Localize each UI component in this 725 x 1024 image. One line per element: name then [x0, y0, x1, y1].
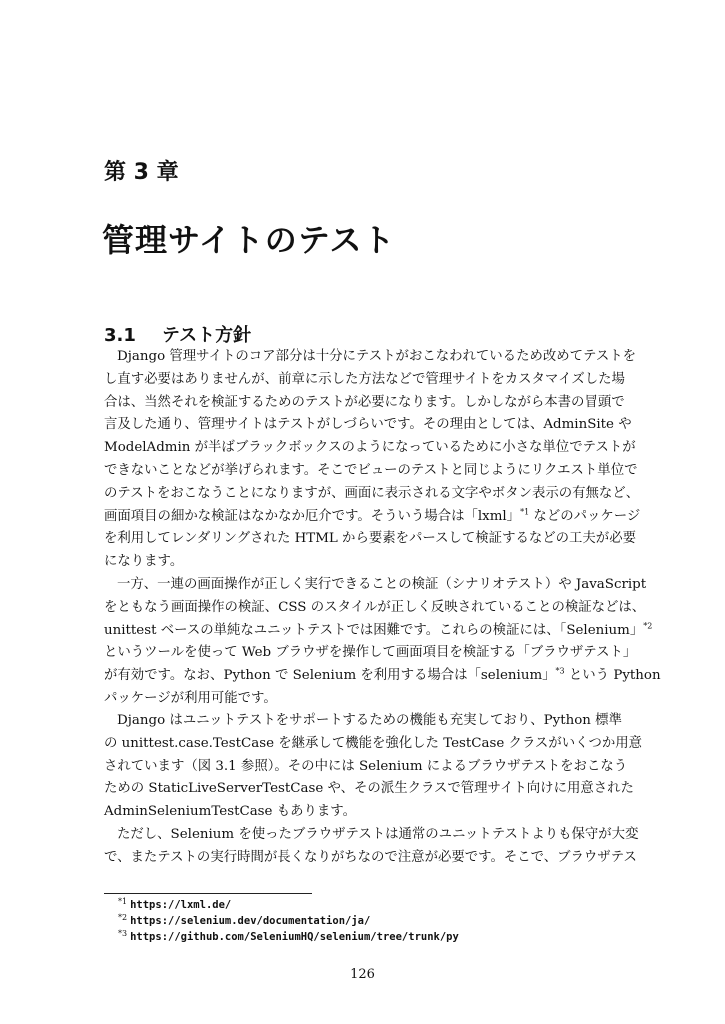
chapter-title: 管理サイトのテスト: [102, 221, 396, 259]
text-segment: のテストをおこなうことになりますが、画面に表示される文字やボタン表示の有無など、: [104, 485, 640, 501]
text-line: [104, 483, 640, 506]
text-line: [104, 642, 637, 665]
paragraph: [104, 824, 639, 870]
text-line: [104, 665, 661, 688]
text-line: [104, 688, 622, 711]
footnote-url[interactable]: https://lxml.de/: [130, 899, 232, 911]
footnote-mark: *1: [118, 896, 128, 906]
paragraph: [104, 710, 643, 824]
text-segment: の unittest.case.TestCase を継承して機能を強化した TestCase クラスがいくつか用意: [104, 735, 643, 751]
text-segment: という Python: [564, 668, 661, 684]
text-line: [104, 460, 638, 483]
text-segment: というツールを使って Web ブラウザを操作して画面項目を検証する「ブラウザテスト」: [104, 645, 637, 661]
text-line: [104, 733, 643, 756]
footnote-ref[interactable]: *1: [520, 507, 530, 517]
text-line: [104, 824, 639, 847]
paragraph: [104, 574, 661, 711]
text-line: [104, 710, 622, 733]
text-segment: 画面項目の細かな検証はなかなか厄介です。そういう場合は「lxml」: [104, 508, 521, 524]
footnote-url[interactable]: https://github.com/SeleniumHQ/selenium/tree/trunk/py: [130, 931, 459, 943]
footnote: [118, 912, 371, 927]
text-line: [104, 369, 625, 392]
text-line: [104, 506, 641, 529]
text-segment: で、またテストの実行時間が長くなりがちなので注意が必要です。そこで、ブラウザテス: [104, 849, 637, 865]
text-line: [104, 574, 647, 597]
text-segment: Django はユニットテストをサポートするための機能も充実しており、Python 標準: [117, 713, 622, 728]
footnote-mark: *2: [118, 912, 128, 922]
text-segment: Django 管理サイトのコア部分は十分にテストがおこなわれているため改めてテストを: [117, 349, 637, 364]
footnote: [118, 896, 232, 911]
text-segment: できないことなどが挙げられます。そこでビューのテストと同じようにリクエスト単位で: [104, 462, 638, 478]
text-segment: などのパッケージ: [529, 508, 641, 524]
text-line: [104, 346, 637, 369]
text-segment: 合は、当然それを検証するためのテストが必要になります。しかしながら本書の冒頭で: [104, 394, 625, 410]
section-number: 3.1: [104, 325, 136, 346]
text-line: [104, 756, 628, 779]
text-segment: し直す必要はありませんが、前章に示した方法などで管理サイトをカスタマイズした場: [104, 371, 625, 387]
text-line: [104, 778, 634, 801]
section-title: テスト方針: [161, 325, 252, 346]
text-segment: ModelAdmin が半ばブラックボックスのようになっているために小さな単位でテストが: [104, 440, 636, 456]
text-segment: されています（図 3.1 参照）。その中には Selenium によるブラウザテストをおこなう: [104, 758, 628, 774]
text-line: [104, 414, 632, 437]
text-line: [104, 437, 636, 460]
text-line: [104, 597, 646, 620]
text-line: [104, 620, 653, 643]
footnote-mark: *3: [118, 928, 128, 938]
text-segment: 言及した通り、管理サイトはテストがしづらいです。その理由としては、AdminSite や: [104, 417, 632, 433]
text-line: [104, 551, 622, 574]
text-line: [104, 528, 636, 551]
footnote-url[interactable]: https://selenium.dev/documentation/ja/: [130, 915, 371, 927]
text-segment: になります。: [104, 554, 184, 570]
text-segment: をともなう画面操作の検証、CSS のスタイルが正しく反映されていることの検証などは、: [104, 599, 646, 615]
text-segment: が有効です。なお、Python で Selenium を利用する場合は「selenium」: [104, 668, 556, 684]
section-heading: [104, 321, 251, 347]
footnote-rule: [104, 893, 312, 894]
text-line: [104, 392, 625, 415]
chapter-label: 第 3 章: [104, 160, 179, 185]
text-segment: ための StaticLiveServerTestCase や、その派生クラスで管理サイト向けに用意された: [104, 781, 634, 797]
page-number: 126: [350, 967, 375, 982]
text-segment: AdminSeleniumTestCase もあります。: [104, 804, 357, 820]
text-segment: unittest ベースの単純なユニットテストでは困難です。これらの検証には、「Selenium」: [104, 622, 644, 638]
text-segment: ただし、Selenium を使ったブラウザテストは通常のユニットテストよりも保守が大変: [117, 827, 639, 842]
text-segment: を利用してレンダリングされた HTML から要素をパースして検証するなどの工夫が必要: [104, 531, 636, 547]
text-segment: 一方、一連の画面操作が正しく実行できることの検証（シナリオテスト）や JavaScript: [117, 577, 647, 592]
text-segment: パッケージが利用可能です。: [104, 690, 277, 706]
text-line: [104, 847, 637, 870]
footnote-ref[interactable]: *2: [643, 621, 653, 631]
footnote: [118, 928, 459, 943]
text-line: [104, 801, 622, 824]
paragraph: [104, 346, 641, 574]
footnote-ref[interactable]: *3: [555, 666, 565, 676]
